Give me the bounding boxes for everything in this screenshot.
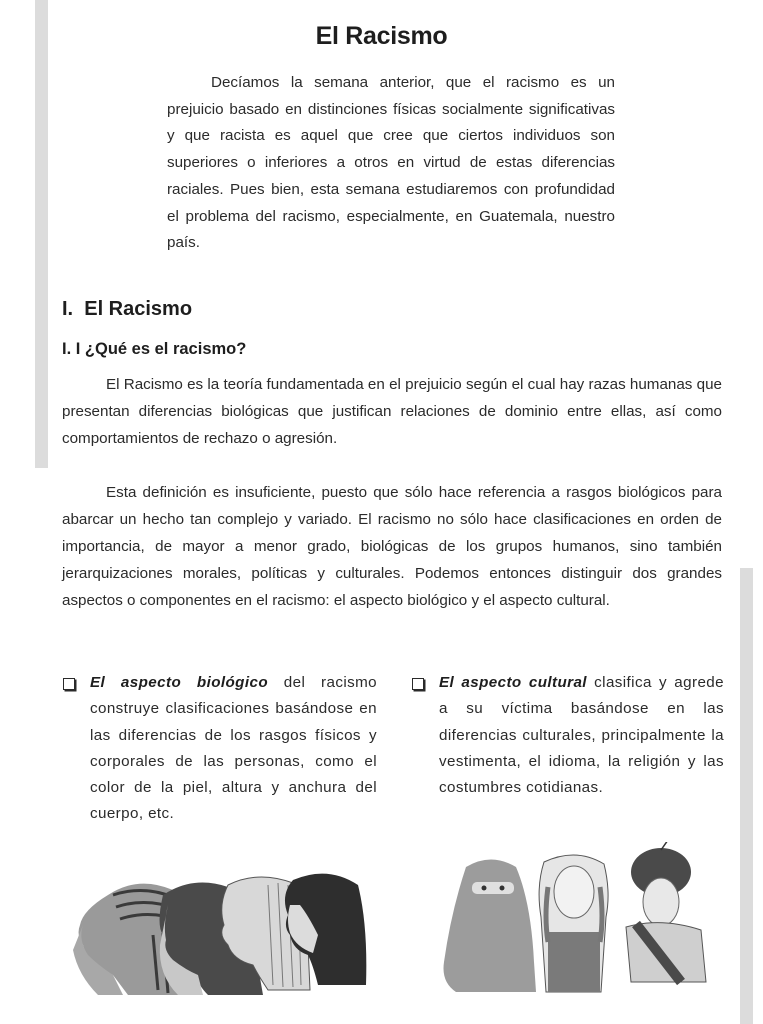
- definition-paragraph: [62, 372, 722, 453]
- bullet-cultural-aspect: [439, 670, 724, 801]
- bullet-term: El aspecto cultural: [439, 674, 587, 691]
- illustration-cultural-dress: [436, 842, 718, 1002]
- figure-veiled-woman: [444, 860, 537, 993]
- checkbox-bullet-icon: [412, 678, 424, 690]
- paragraph-text: El Racismo es la teoría fundamentada en el prejuicio según el cual hay razas humanas que presentan diferencias biológicas que justifican relaciones de dominio entre ellas, así como comportamientos de rechazo o agresión.: [62, 376, 722, 447]
- section-heading: I. El Racismo: [62, 298, 193, 320]
- left-margin-bar: [35, 0, 48, 468]
- subsection-heading: I. I ¿Qué es el racismo?: [62, 340, 247, 358]
- paragraph-text: Esta definición es insuficiente, puesto que sólo hace referencia a rasgos biológicos para abarcar un hecho tan complejo y variado. El racismo no sólo hace clasificaciones en orden de importancia, de mayor a menor grado, biológicas de los grupos humanos, sino también jerarquizaciones morales, políticas y culturales. Podemos entonces distinguir dos grandes aspectos o componentes en el racismo: el aspecto biológico y el aspecto cultural.: [62, 484, 722, 609]
- bullet-text: clasifica y agrede a su víctima basándose en las diferencias culturales, principalmente la vestimenta, el idioma, la religión y las costumbres cotidianas.: [439, 674, 724, 797]
- figure-kimono-woman: [626, 842, 706, 982]
- checkbox-bullet-icon: [63, 678, 75, 690]
- intro-text: Decíamos la semana anterior, que el racismo es un prejuicio basado en distinciones físicas socialmente significativas y que racista es aquel que cree que ciertos individuos son superiores o inferiores a otros en virtud de estas diferencias raciales. Pues bien, esta semana estudiaremos con profundidad el problema del racismo, especialmente, en Guatemala, nuestro país.: [167, 74, 615, 252]
- bullet-term: El aspecto biológico: [90, 674, 268, 691]
- bullet-text: del racismo construye clasificaciones basándose en las diferencias de los rasgos físicos y corporales de las personas, como el color de la piel, altura y anchura del cuerpo, etc.: [90, 674, 377, 823]
- insufficiency-paragraph: [62, 480, 722, 615]
- intro-paragraph: [167, 70, 615, 257]
- illustration-biological-profiles: [68, 865, 370, 995]
- page-title: El Racismo: [315, 22, 448, 50]
- figure-braided-woman: [539, 855, 608, 992]
- bullet-biological-aspect: [90, 670, 377, 828]
- right-margin-bar: [740, 568, 753, 1024]
